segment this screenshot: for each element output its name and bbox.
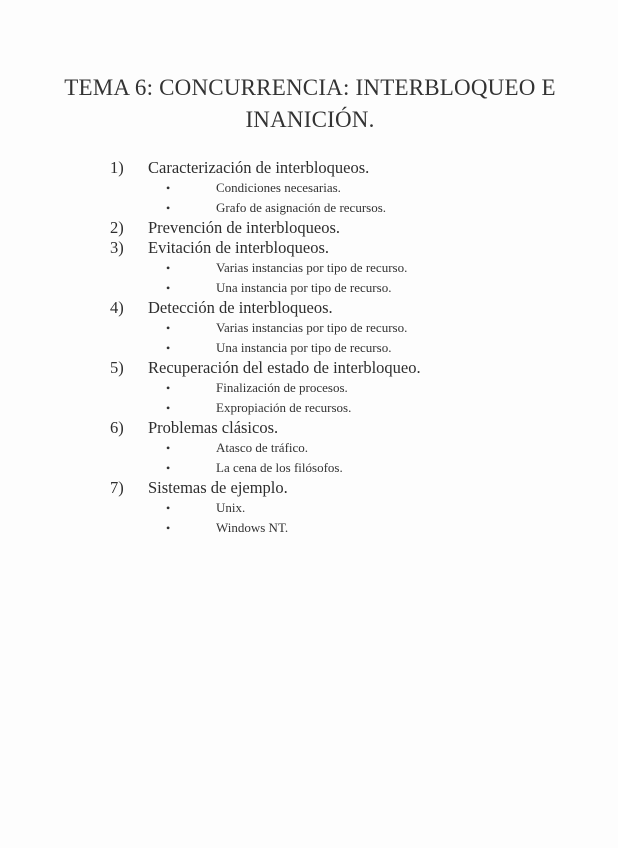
subtopic-label: Expropiación de recursos. (216, 400, 352, 415)
topic-label: Caracterización de interbloqueos. (148, 158, 370, 177)
subtopic-label: La cena de los filósofos. (216, 460, 343, 475)
topic-item (110, 478, 570, 538)
topic-item (110, 418, 570, 478)
bullet-icon: • (166, 181, 171, 195)
topic-label: Problemas clásicos. (148, 418, 279, 437)
subtopic-item (110, 438, 570, 458)
subtopic-item (110, 258, 570, 278)
topic-number: 3) (110, 238, 124, 257)
subtopic-label: Varias instancias por tipo de recurso. (216, 260, 408, 275)
topic-item (110, 158, 570, 218)
bullet-icon: • (166, 401, 171, 415)
topic-item (110, 238, 570, 298)
subtopic-label: Unix. (216, 500, 246, 515)
topic-number: 4) (110, 298, 124, 317)
subtopic-label: Una instancia por tipo de recurso. (216, 280, 392, 295)
bullet-icon: • (166, 461, 171, 475)
topic-number: 7) (110, 478, 124, 497)
topic-number: 2) (110, 218, 124, 237)
subtopic-label: Una instancia por tipo de recurso. (216, 340, 392, 355)
subtopic-label: Varias instancias por tipo de recurso. (216, 320, 408, 335)
topic-outline (110, 158, 570, 538)
subtopic-item (110, 318, 570, 338)
bullet-icon: • (166, 341, 171, 355)
subtopic-label: Windows NT. (216, 520, 289, 535)
bullet-icon: • (166, 501, 171, 515)
bullet-icon: • (166, 441, 171, 455)
topic-number: 6) (110, 418, 124, 437)
subtopic-list (110, 498, 570, 538)
subtopic-item (110, 398, 570, 418)
subtopic-item (110, 278, 570, 298)
bullet-icon: • (166, 521, 171, 535)
subtopic-item (110, 518, 570, 538)
topic-item (110, 358, 570, 418)
bullet-icon: • (166, 321, 171, 335)
subtopic-item (110, 498, 570, 518)
subtopic-item (110, 198, 570, 218)
topic-label: Detección de interbloqueos. (148, 298, 333, 317)
subtopic-label: Finalización de procesos. (216, 380, 348, 395)
subtopic-list (110, 258, 570, 298)
subtopic-item (110, 338, 570, 358)
subtopic-list (110, 438, 570, 478)
subtopic-label: Atasco de tráfico. (216, 440, 309, 455)
subtopic-item (110, 458, 570, 478)
page-title: TEMA 6: CONCURRENCIA: INTERBLOQUEO E INANICIÓN. (64, 75, 556, 132)
topic-number: 5) (110, 358, 124, 377)
subtopic-item (110, 378, 570, 398)
bullet-icon: • (166, 201, 171, 215)
subtopic-list (110, 318, 570, 358)
topic-label: Recuperación del estado de interbloqueo. (148, 358, 421, 377)
topic-item (110, 218, 570, 238)
topic-label: Evitación de interbloqueos. (148, 238, 329, 257)
topic-item (110, 298, 570, 358)
subtopic-label: Condiciones necesarias. (216, 180, 341, 195)
bullet-icon: • (166, 261, 171, 275)
topic-number: 1) (110, 158, 124, 177)
subtopic-item (110, 178, 570, 198)
topic-label: Prevención de interbloqueos. (148, 218, 340, 237)
subtopic-list (110, 178, 570, 218)
bullet-icon: • (166, 281, 171, 295)
subtopic-list (110, 378, 570, 418)
subtopic-label: Grafo de asignación de recursos. (216, 200, 387, 215)
bullet-icon: • (166, 381, 171, 395)
topic-label: Sistemas de ejemplo. (148, 478, 288, 497)
